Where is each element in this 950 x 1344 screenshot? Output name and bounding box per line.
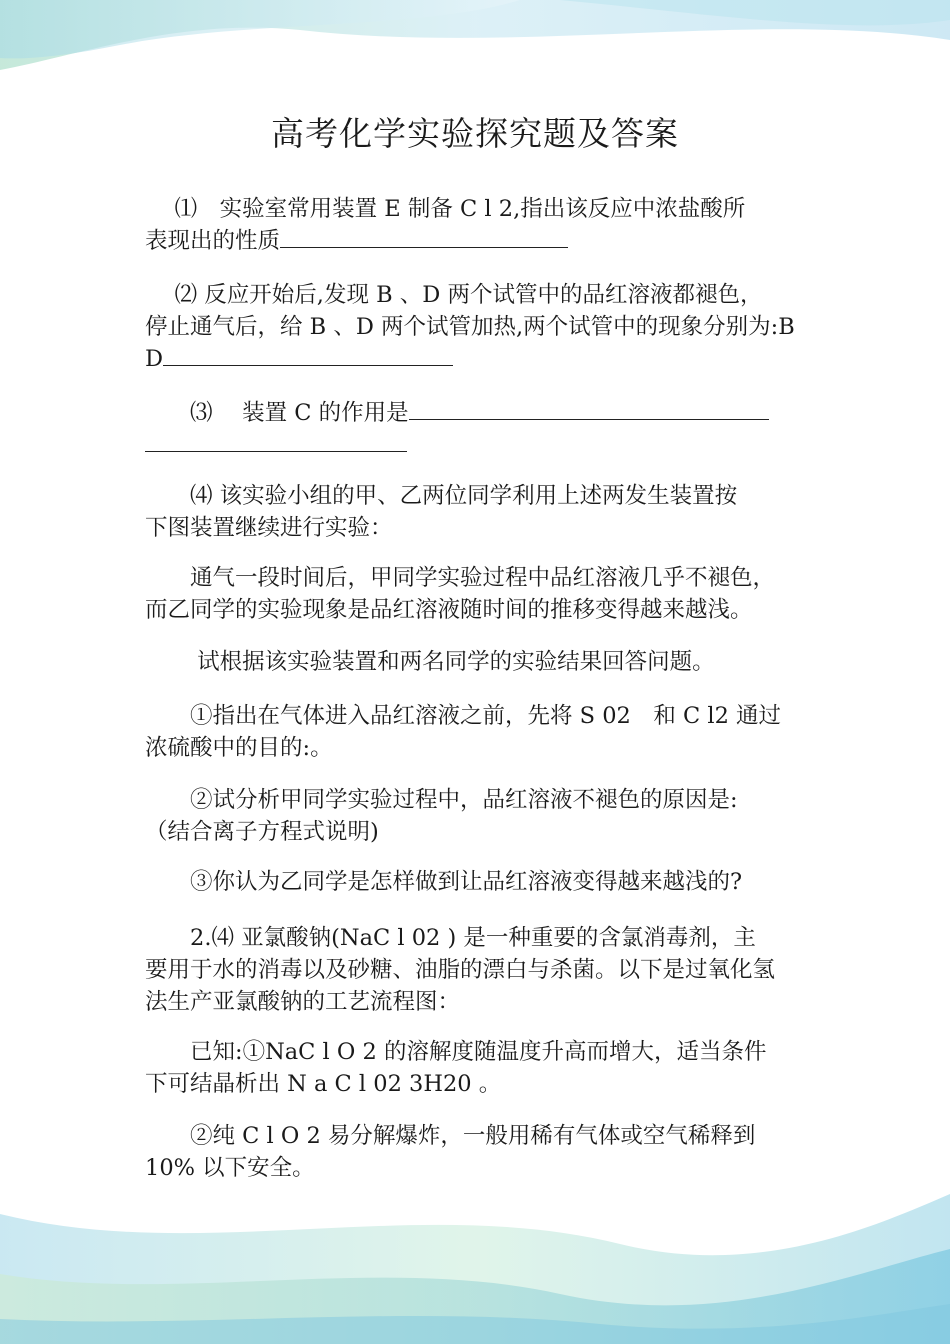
question-1-line-2: 表现出的性质	[145, 228, 281, 254]
answer-blank	[409, 397, 769, 420]
question-3	[145, 397, 813, 461]
question-2	[145, 279, 813, 375]
question-2-intro-line-3: 法生产亚氯酸钠的工艺流程图：	[145, 989, 461, 1015]
observation-line-2: 而乙同学的实验现象是品红溶液随时间的推移变得越来越浅。	[145, 597, 753, 623]
known-condition-1	[145, 1036, 813, 1100]
question-2-line-1: ⑵ 反应开始后,发现 B 、D 两个试管中的品红溶液都褪色，	[145, 282, 763, 308]
question-1	[145, 193, 813, 257]
paragraph-instruction	[145, 646, 813, 678]
question-2-intro	[145, 922, 813, 1018]
sub-question-1	[145, 700, 813, 764]
question-4-line-2: 下图装置继续进行实验：	[145, 515, 393, 541]
page-title: 高考化学实验探究题及答案	[271, 114, 679, 153]
question-2-line-2: 停止通气后，给 B 、D 两个试管加热,两个试管中的现象分别为:B	[145, 314, 795, 340]
sub-question-2-line-1: ②试分析甲同学实验过程中，品红溶液不褪色的原因是:	[145, 787, 738, 813]
known-condition-2	[145, 1120, 813, 1184]
sub-question-3-line-1: ③你认为乙同学是怎样做到让品红溶液变得越来越浅的?	[145, 869, 743, 895]
question-2-intro-line-1: 2.⑷ 亚氯酸钠(NaC l 02 ) 是一种重要的含氯消毒剂，主	[145, 925, 756, 951]
known-condition-2-line-2: 10% 以下安全。	[145, 1155, 315, 1181]
question-4-line-1: ⑷ 该实验小组的甲、乙两位同学利用上述两发生装置按	[145, 483, 738, 509]
question-1-line-1: ⑴ 实验室常用装置 E 制备 C l 2,指出该反应中浓盐酸所	[145, 196, 746, 222]
question-2-line-3: D	[145, 346, 164, 372]
known-condition-1-line-2: 下可结晶析出 N a C l 02 3H20 。	[145, 1071, 502, 1097]
paragraph-observation	[145, 562, 813, 626]
question-3-line-1: ⑶ 装置 C 的作用是	[145, 400, 409, 426]
sub-question-2	[145, 784, 813, 848]
sub-question-2-line-2: （结合离子方程式说明)	[145, 819, 379, 845]
sub-question-1-line-2: 浓硫酸中的目的:。	[145, 735, 333, 761]
observation-line-1: 通气一段时间后，甲同学实验过程中品红溶液几乎不褪色，	[145, 565, 776, 591]
instruction-line-1: 试根据该实验装置和两名同学的实验结果回答问题。	[145, 649, 715, 675]
question-2-intro-line-2: 要用于水的消毒以及砂糖、油脂的漂白与杀菌。以下是过氧化氢	[145, 957, 776, 983]
answer-blank	[280, 225, 568, 248]
answer-blank	[163, 343, 453, 366]
question-4	[145, 480, 813, 544]
known-condition-1-line-1: 已知:①NaC l O 2 的溶解度随温度升高而增大，适当条件	[145, 1039, 767, 1065]
answer-blank	[145, 429, 407, 452]
sub-question-3	[145, 866, 813, 898]
known-condition-2-line-1: ②纯 C l O 2 易分解爆炸，一般用稀有气体或空气稀释到	[145, 1123, 756, 1149]
sub-question-1-line-1: ①指出在气体进入品红溶液之前，先将 S 02 和 C l2 通过	[145, 703, 782, 729]
